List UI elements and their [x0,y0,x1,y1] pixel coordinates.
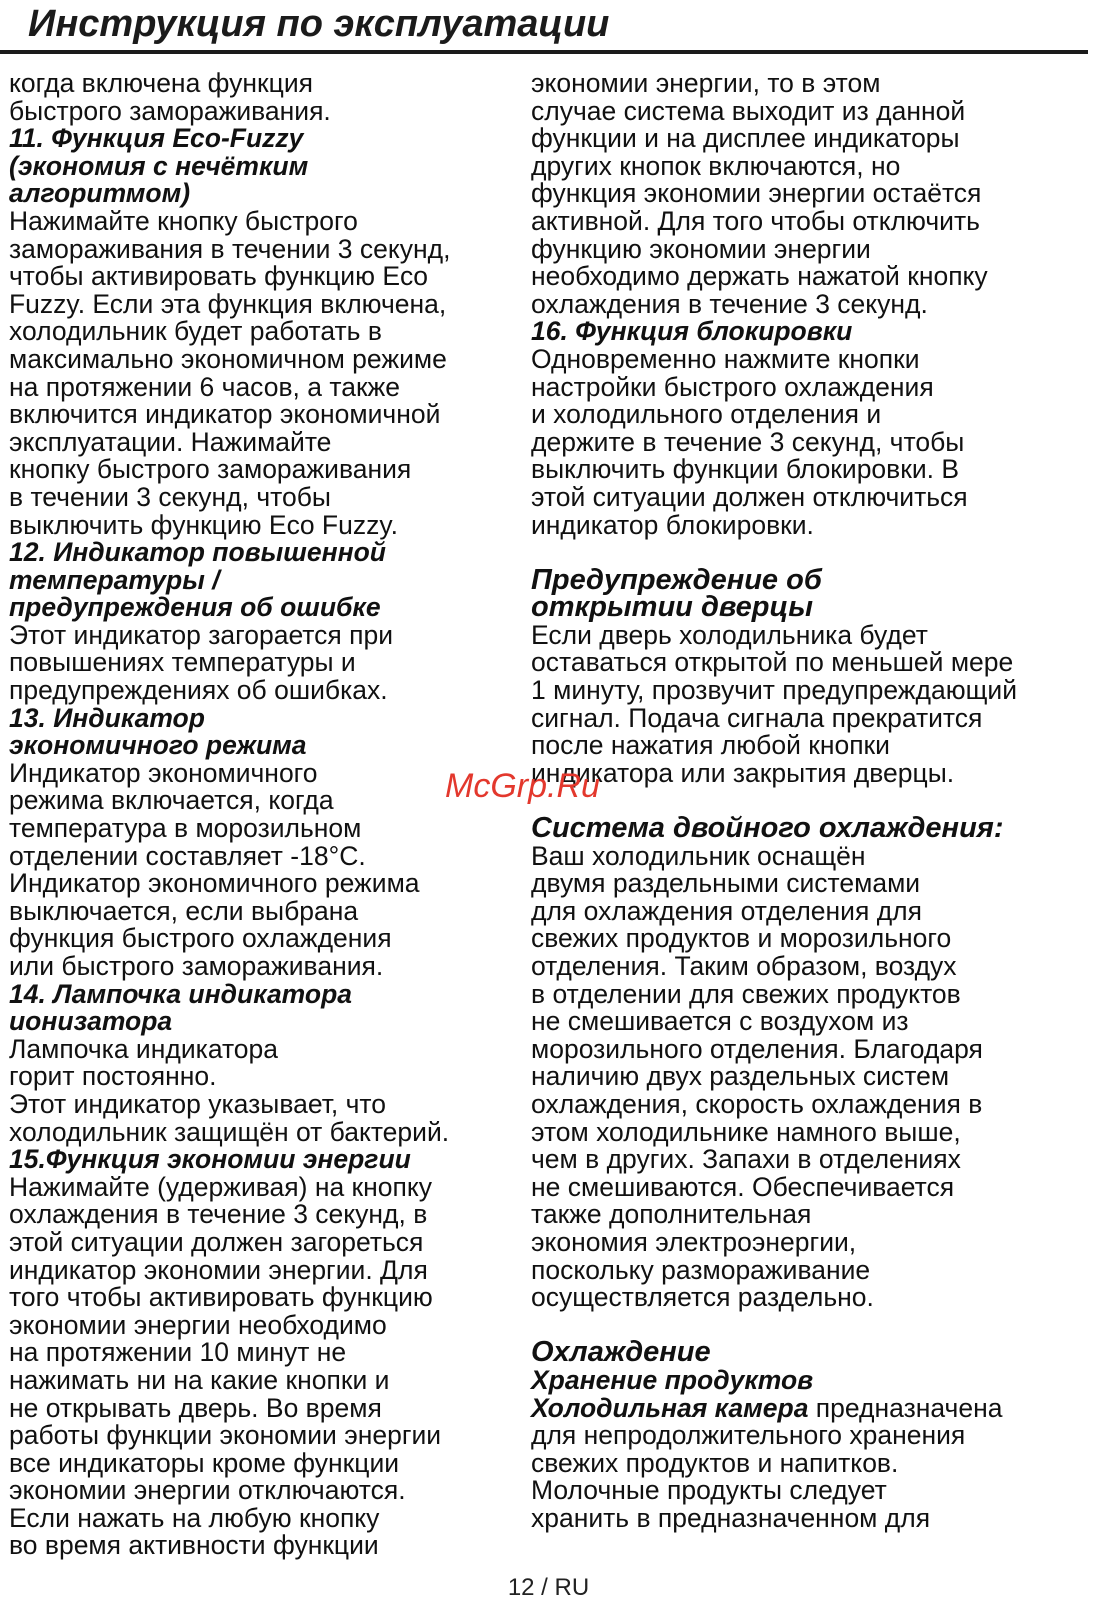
text-line: Молочные продукты следует [531,1475,887,1506]
text-line: функцию экономии энергии [531,233,871,264]
text-line: режима включается, когда [9,785,334,816]
text-line: на протяжении 10 минут не [9,1337,347,1368]
text-line: этой ситуации должен отключиться [531,481,968,512]
text-line: активной. Для того чтобы отключить [531,205,980,236]
text-line: Ваш холодильник оснащён [531,840,866,871]
text-line: Нажимайте кнопку быстрого [9,205,358,236]
text-line: Нажимайте (удерживая) на кнопку [9,1171,433,1202]
text-line: того чтобы активировать функцию [9,1282,433,1313]
text-line: когда включена функция [9,68,313,98]
text-line: для непродолжительного хранения [531,1420,966,1451]
text-line: включится индикатор экономичной [9,399,441,430]
text-line: отделении составляет -18°C. [9,840,366,871]
text-line: чем в других. Запахи в отделениях [531,1144,961,1175]
inline-text: предназначена [808,1392,1003,1423]
text-line: быстрого замораживания. [9,95,331,126]
text-line: двумя раздельными системами [531,868,921,899]
text-line: для охлаждения отделения для [531,895,922,926]
text-line: функция экономии энергии остаётся [531,178,982,209]
section-heading: алгоритмом) [9,178,191,209]
text-line: экономии энергии отключаются. [9,1475,406,1506]
text-line: работы функции экономии энергии [9,1420,442,1451]
text-line: предупреждениях об ошибках. [9,675,388,706]
section-heading: Хранение продуктов [531,1364,814,1395]
section-heading: 13. Индикатор [9,702,205,733]
text-line: случае система выходит из данной [531,95,966,126]
text-line: хранить в предназначенном для [531,1502,931,1533]
left-column [9,70,519,1560]
text-line: в отделении для свежих продуктов [531,978,961,1009]
text-line: Индикатор экономичного [9,757,318,788]
text-line: во время активности функции [9,1530,379,1561]
section-heading: температуры / [9,564,220,595]
text-line: нажимать ни на какие кнопки и [9,1364,390,1395]
text-line: охлаждения в течение 3 секунд, в [9,1199,428,1230]
text-line: температура в морозильном [9,813,362,844]
text-line: индикатора или закрытия дверцы. [531,757,955,788]
text-line: не смешиваются. Обеспечивается [531,1171,955,1202]
text-line: Одновременно нажмите кнопки [531,343,920,374]
section-heading: 11. Функция Eco-Fuzzy [9,123,304,154]
text-line: осуществляется раздельно. [531,1282,874,1313]
text-line: и холодильного отделения и [531,399,882,430]
text-line: Fuzzy. Если эта функция включена, [9,288,447,319]
text-line: горит постоянно. [9,1061,217,1092]
text-line: в течении 3 секунд, чтобы [9,481,331,512]
text-line: экономии энергии необходимо [9,1309,387,1340]
section-heading: Предупреждение об [531,563,822,596]
text-line: выключить функции блокировки. В [531,454,960,485]
text-line: чтобы активировать функцию Eco [9,261,429,292]
section-heading: 14. Лампочка индикатора [9,978,353,1009]
text-line: функции и на дисплее индикаторы [531,123,960,154]
text-line: холодильник будет работать в [9,316,382,347]
section-heading: Система двойного охлаждения: [531,812,1004,845]
text-line: на протяжении 6 часов, а также [9,371,401,402]
section-heading: ионизатора [9,1006,173,1037]
text-line: функция быстрого охлаждения [9,923,392,954]
text-line: охлаждения, скорость охлаждения в [531,1088,983,1119]
text-line: свежих продуктов и морозильного [531,923,952,954]
text-line: Этот индикатор указывает, что [9,1088,387,1119]
section-heading: Охлаждение [531,1336,711,1369]
section-heading: экономичного режима [9,730,307,761]
text-line: экономии энергии, то в этом [531,68,881,98]
text-line: замораживания в течении 3 секунд, [9,233,451,264]
text-line: максимально экономичном режиме [9,343,447,374]
section-heading: 12. Индикатор повышенной [9,537,386,568]
section-heading: открытии дверцы [531,591,814,624]
inline-heading: Холодильная камера [531,1392,809,1423]
text-line: поскольку размораживание [531,1254,871,1285]
text-line: Если нажать на любую кнопку [9,1502,380,1533]
text-line: повышениях температуры и [9,647,356,678]
watermark: McGrp.Ru [445,767,600,805]
section-heading: предупреждения об ошибке [9,592,381,623]
right-column [531,70,1091,1532]
text-line: настройки быстрого охлаждения [531,371,934,402]
text-line: оставаться открытой по меньшей мере [531,647,1014,678]
text-line: охлаждения в течение 3 секунд. [531,288,928,319]
text-line: не открывать дверь. Во время [9,1392,382,1423]
text-line: отделения. Таким образом, воздух [531,951,957,981]
text-line: выключить функцию Eco Fuzzy. [9,509,398,540]
text-line: необходимо держать нажатой кнопку [531,261,988,292]
text-line: эксплуатации. Нажимайте [9,426,332,457]
text-line: кнопку быстрого замораживания [9,454,412,485]
text-line: этой ситуации должен загореться [9,1226,424,1257]
page-header [0,0,1088,54]
text-line: Индикатор экономичного режима [9,868,420,899]
text-line: других кнопок включаются, но [531,150,901,181]
paragraph-gap [531,1312,1091,1340]
text-line: морозильного отделения. Благодаря [531,1033,983,1064]
paragraph-gap [531,539,1091,567]
text-line: или быстрого замораживания. [9,951,384,981]
section-heading: 15.Функция экономии энергии [9,1144,411,1175]
text-line: 1 минуту, прозвучит предупреждающий [531,675,1017,706]
text-line: держите в течение 3 секунд, чтобы [531,426,965,457]
section-heading: 16. Функция блокировки [531,316,853,347]
text-line: после нажатия любой кнопки [531,730,890,761]
text-line: не смешивается с воздухом из [531,1006,909,1037]
text-line: холодильник защищён от бактерий. [9,1116,450,1147]
text-line: свежих продуктов и напитков. [531,1447,899,1478]
text-line: этом холодильнике намного выше, [531,1116,961,1147]
text-line: индикатор экономии энергии. Для [9,1254,428,1285]
text-line: Если дверь холодильника будет [531,619,928,650]
paragraph-gap [531,787,1091,815]
page-title: Инструкция по эксплуатации [28,3,610,45]
text-line: Этот индикатор загорается при [9,619,393,650]
text-line [531,1392,1091,1423]
text-line: также дополнительная [531,1199,812,1230]
text-line: все индикаторы кроме функции [9,1447,400,1478]
page-number: 12 / RU [507,1574,590,1601]
text-line: наличию двух раздельных систем [531,1061,950,1092]
text-line: сигнал. Подача сигнала прекратится [531,702,983,733]
text-line: Лампочка индикатора [9,1033,279,1064]
text-line: индикатор блокировки. [531,509,814,540]
section-heading: (экономия с нечётким [9,150,309,181]
text-line: экономия электроэнергии, [531,1226,857,1257]
text-line: выключается, если выбрана [9,895,359,926]
